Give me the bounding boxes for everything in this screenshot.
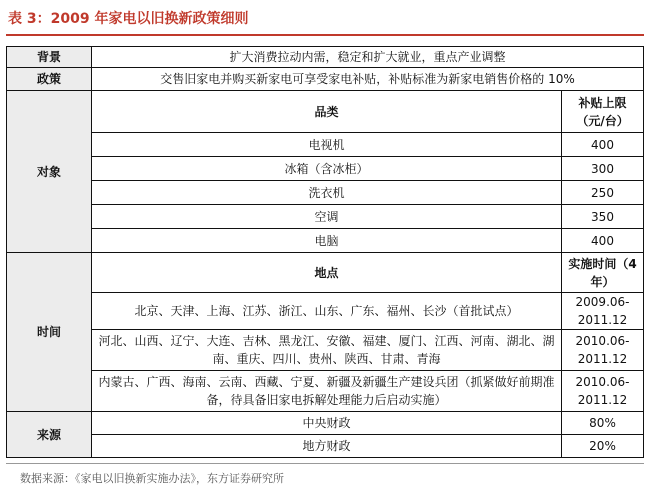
funding-share-cell: 20% [562,435,644,458]
category-cell: 电脑 [92,229,562,253]
table-row [7,371,644,412]
table-row [7,253,644,293]
funding-name-cell: 中央财政 [92,412,562,435]
table-row [7,47,644,68]
funding-share-cell: 80% [562,412,644,435]
funding-name-cell: 地方财政 [92,435,562,458]
col-header-region: 地点 [92,253,562,293]
col-header-category: 品类 [92,91,562,133]
table-row [7,181,644,205]
footer-rule [6,463,644,464]
region-cell: 内蒙古、广西、海南、云南、西藏、宁夏、新疆及新疆生产建设兵团（抓紧做好前期准备，待具备旧家电拆解处理能力后启动实施） [92,371,562,412]
table-row [7,229,644,253]
title-rule [6,34,644,36]
table-row [7,68,644,91]
category-cell: 电视机 [92,133,562,157]
period-cell: 2010.06-2011.12 [562,371,644,412]
cap-cell: 300 [562,157,644,181]
row-label-background: 背景 [7,47,92,68]
cap-cell: 400 [562,229,644,253]
period-cell: 2009.06-2011.12 [562,293,644,330]
policy-table [6,46,644,458]
row-label-policy: 政策 [7,68,92,91]
row-label-source: 来源 [7,412,92,458]
cap-cell: 350 [562,205,644,229]
row-label-time: 时间 [7,253,92,412]
region-cell: 河北、山西、辽宁、大连、吉林、黑龙江、安徽、福建、厦门、江西、河南、湖北、湖南、重庆、四川、贵州、陕西、甘肃、青海 [92,330,562,371]
category-cell: 冰箱（含冰柜） [92,157,562,181]
region-cell: 北京、天津、上海、江苏、浙江、山东、广东、福州、长沙（首批试点） [92,293,562,330]
col-header-cap: 补贴上限（元/台） [562,91,644,133]
cap-cell: 250 [562,181,644,205]
table-row [7,435,644,458]
col-header-period: 实施时间（4 年） [562,253,644,293]
table-row [7,412,644,435]
category-cell: 洗衣机 [92,181,562,205]
period-cell: 2010.06-2011.12 [562,330,644,371]
table-row [7,293,644,330]
table-row [7,205,644,229]
background-value: 扩大消费拉动内需，稳定和扩大就业，重点产业调整 [92,47,644,68]
table-row [7,330,644,371]
cap-cell: 400 [562,133,644,157]
policy-value: 交售旧家电并购买新家电可享受家电补贴，补贴标准为新家电销售价格的 10% [92,68,644,91]
table-row [7,133,644,157]
table-row [7,91,644,133]
category-cell: 空调 [92,205,562,229]
table-row [7,157,644,181]
source-note: 数据来源：《家电以旧换新实施办法》，东方证券研究所 [20,472,284,485]
table-title: 表 3：2009 年家电以旧换新政策细则 [8,11,249,27]
row-label-target: 对象 [7,91,92,253]
